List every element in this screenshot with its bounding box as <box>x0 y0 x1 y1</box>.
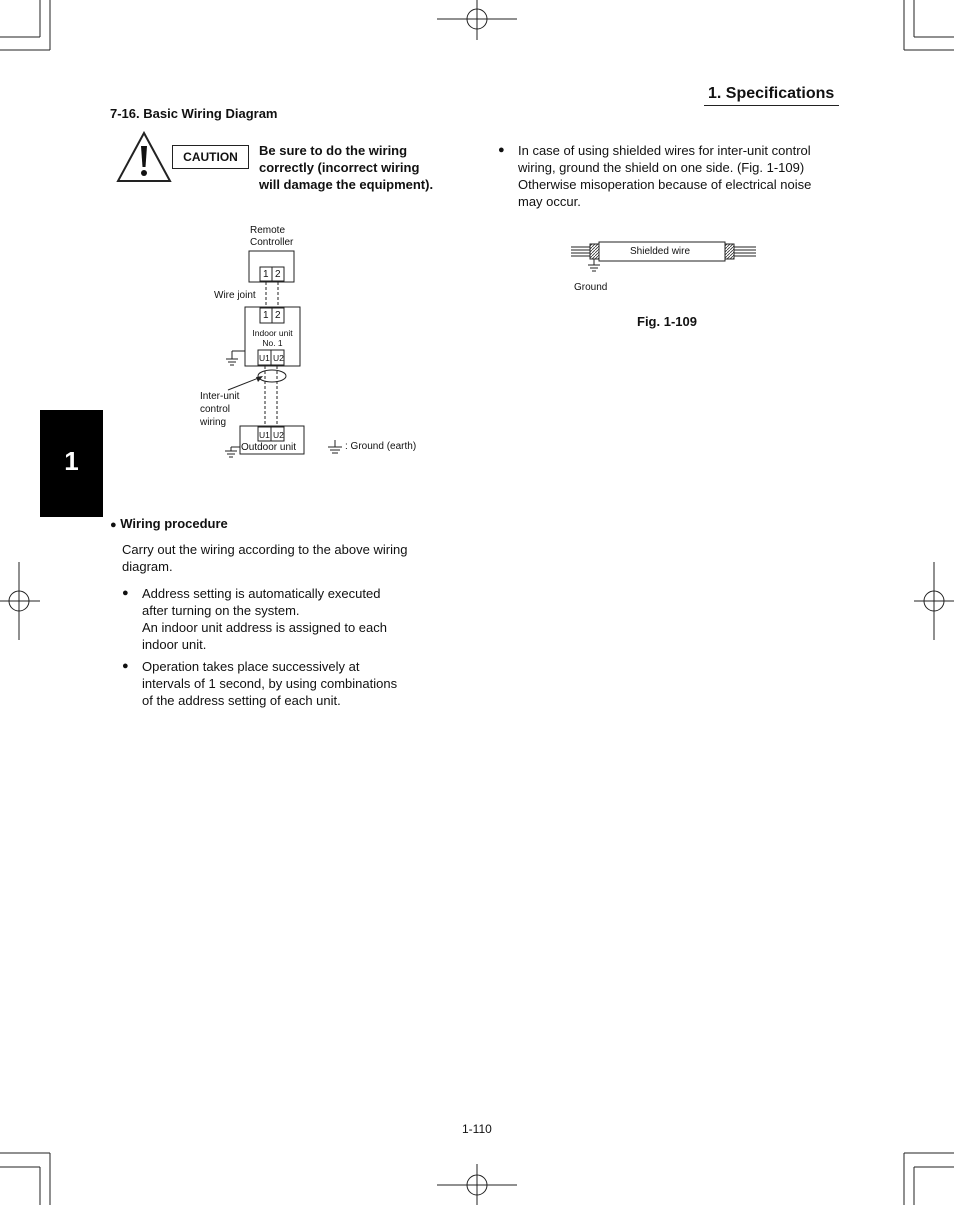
bullet-line: Operation takes place successively at <box>142 659 360 674</box>
remote-label-line: Controller <box>250 237 294 248</box>
indoor-label-line: No. 1 <box>262 338 283 348</box>
caution-line: correctly (incorrect wiring <box>259 160 420 175</box>
caution-message <box>259 142 459 193</box>
terminal-2-label: 2 <box>275 269 281 280</box>
indoor-unit-label <box>246 328 299 348</box>
u1-terminal-label: U1 <box>259 353 270 363</box>
operation-note <box>142 658 442 709</box>
wire-joint-label: Wire joint <box>214 290 256 301</box>
terminal-1-label: 1 <box>263 269 269 280</box>
bullet-icon: ● <box>110 519 117 531</box>
note-line: In case of using shielded wires for inter-unit control <box>518 143 811 158</box>
terminal-2-label: 2 <box>275 310 281 321</box>
shielded-wire-note <box>518 142 848 210</box>
bullet-icon: ● <box>122 660 129 672</box>
bullet-line: indoor unit. <box>142 637 207 652</box>
outdoor-unit-label: Outdoor unit <box>241 442 297 453</box>
u1-terminal-label: U1 <box>259 430 270 440</box>
intro-line: Carry out the wiring according to the above wiring <box>122 542 408 557</box>
bullet-line: An indoor unit address is assigned to each <box>142 620 387 635</box>
u2-terminal-label: U2 <box>273 353 284 363</box>
chapter-tab-number: 1 <box>64 446 79 476</box>
remote-label-line: Remote <box>250 225 286 236</box>
bullet-line: intervals of 1 second, by using combinations <box>142 676 398 691</box>
note-line: may occur. <box>518 194 581 209</box>
bullet-icon: ● <box>122 587 129 599</box>
remote-controller-label <box>250 225 293 249</box>
u2-terminal-label: U2 <box>273 430 284 440</box>
bullet-line: of the address setting of each unit. <box>142 693 341 708</box>
warning-icon <box>116 131 172 183</box>
shielded-wire-label: Shielded wire <box>630 246 691 257</box>
caution-badge: CAUTION <box>172 145 249 169</box>
wiring-procedure-title: Wiring procedure <box>120 516 228 531</box>
caution-line: will damage the equipment). <box>259 177 434 192</box>
note-line: Otherwise misoperation because of electrical noise <box>518 177 812 192</box>
figure-caption: Fig. 1-109 <box>637 314 697 329</box>
wiring-intro <box>122 541 442 575</box>
bullet-line: after turning on the system. <box>142 603 300 618</box>
inter-unit-wiring-label <box>200 390 239 429</box>
inter-unit-line: wiring <box>200 417 227 428</box>
ground-legend: : Ground (earth) <box>345 441 417 452</box>
shielded-wire-figure <box>568 238 760 278</box>
bullet-line: Address setting is automatically executed <box>142 586 381 601</box>
note-line: wiring, ground the shield on one side. (Fig. 1-109) <box>518 160 805 175</box>
section-title: 7-16. Basic Wiring Diagram <box>110 106 278 121</box>
ground-label: Ground <box>574 282 608 293</box>
header-underline <box>704 105 839 106</box>
terminal-1-label: 1 <box>263 310 269 321</box>
ground-icon <box>327 439 343 457</box>
bullet-icon: ● <box>498 144 505 156</box>
indoor-label-line: Indoor unit <box>252 328 293 338</box>
inter-unit-line: control <box>200 404 231 415</box>
wiring-procedure-heading <box>110 516 228 531</box>
inter-unit-line: Inter-unit <box>200 391 240 402</box>
section-header: 1. Specifications <box>708 85 835 102</box>
page-number: 1-110 <box>462 1122 492 1136</box>
intro-line: diagram. <box>122 559 173 574</box>
address-setting-note <box>142 585 442 653</box>
caution-line: Be sure to do the wiring <box>259 143 408 158</box>
